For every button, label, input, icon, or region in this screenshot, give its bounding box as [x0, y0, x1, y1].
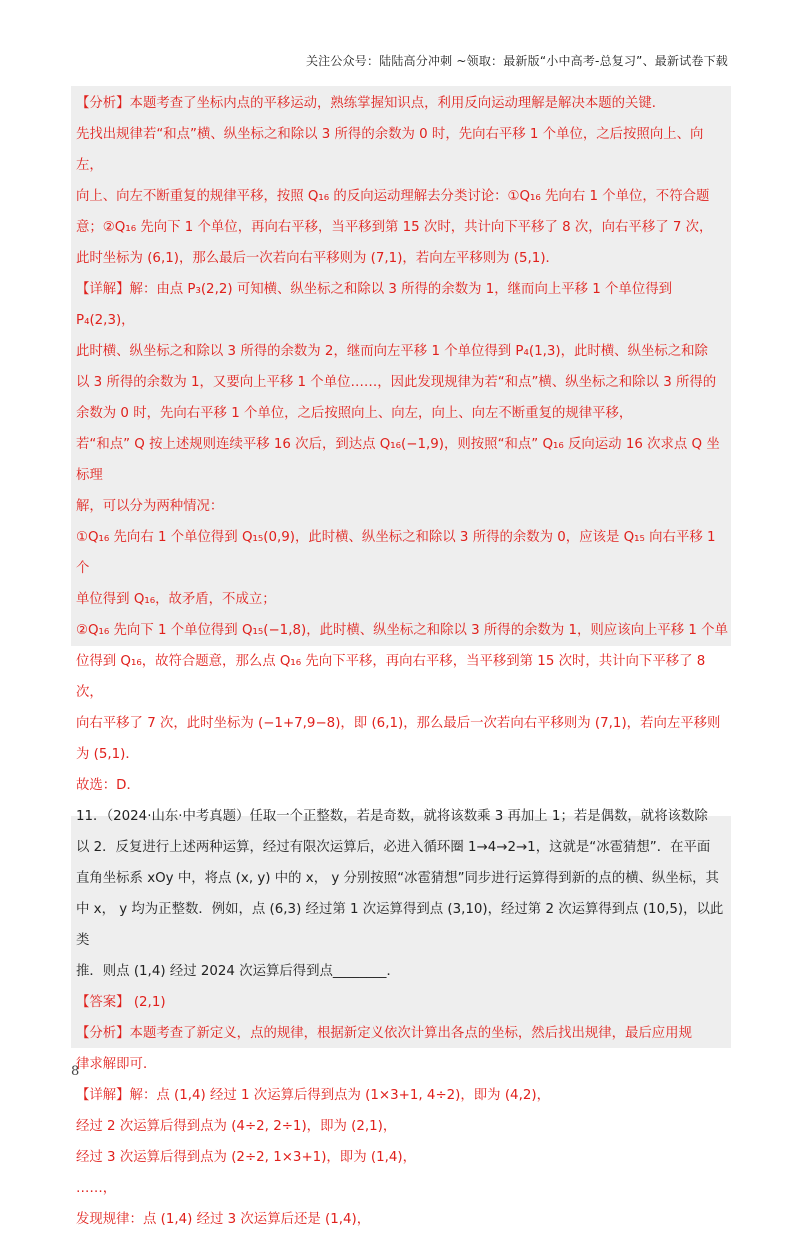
detail-line: 位得到 Q₁₆，故符合题意，那么点 Q₁₆ 先向下平移，再向右平移，当平移到第 15 次时，共计向下平移了 8 次，	[76, 654, 706, 700]
solution-11	[76, 987, 730, 1235]
detail-line: ①Q₁₆ 先向右 1 个单位得到 Q₁₅(0,9)，此时横、纵坐标之和除以 3 所得的余数为 0，应该是 Q₁₅ 向右平移 1 个	[76, 530, 716, 576]
detail-line: 解，可以分为两种情况：	[76, 499, 224, 514]
question-line: 以 2．反复进行上述两种运算，经过有限次运算后，必进入循环圈 1→4→2→1，这就是“冰雹猜想”．在平面	[76, 840, 711, 855]
detail-section	[76, 274, 730, 801]
question-line: 推．则点 (1,4) 经过 2024 次运算后得到点________．	[76, 964, 400, 979]
detail-line: 发现规律：点 (1,4) 经过 3 次运算后还是 (1,4)，	[76, 1212, 371, 1227]
detail-line: 【详解】解：由点 P₃(2,2) 可知横、纵坐标之和除以 3 所得的余数为 1，继而向上平移 1 个单位得到 P₄(2,3)，	[76, 282, 672, 328]
analysis-line: 【分析】本题考查了新定义，点的规律，根据新定义依次计算出各点的坐标，然后找出规律，最后应用规	[76, 1026, 692, 1041]
detail-line: 向右平移了 7 次，此时坐标为 (−1+7,9−8)，即 (6,1)，那么最后一次若向右平移则为 (7,1)，若向左平移则	[76, 716, 721, 731]
detail-line: ……，	[76, 1181, 117, 1196]
analysis-line: 律求解即可．	[76, 1057, 157, 1072]
detail-line: 为 (5,1)．	[76, 747, 139, 762]
page-number: 8	[71, 1064, 80, 1079]
analysis-line: 先找出规律若“和点”横、纵坐标之和除以 3 所得的余数为 0 时，先向右平移 1 个单位，之后按照向上、向左，	[76, 127, 704, 173]
question-line: 中 x， y 均为正整数．例如，点 (6,3) 经过第 1 次运算得到点 (3,10)，经过第 2 次运算得到点 (10,5)，以此类	[76, 902, 724, 948]
detail-line: 以 3 所得的余数为 1，又要向上平移 1 个单位……，因此发现规律为若“和点”横、纵坐标之和除以 3 所得的	[76, 375, 717, 390]
page-header: 关注公众号：陆陆高分冲刺 ~领取：最新版“小中高考-总复习”、最新试卷下载	[305, 54, 728, 68]
question-11	[76, 801, 730, 987]
question-line: 11．（2024·山东·中考真题）任取一个正整数，若是奇数，就将该数乘 3 再加上 1；若是偶数，就将该数除	[76, 809, 708, 824]
detail-line: 余数为 0 时，先向右平移 1 个单位，之后按照向上、向左，向上、向左不断重复的规律平移，	[76, 406, 633, 421]
detail-line: 经过 3 次运算后得到点为 (2÷2, 1×3+1)，即为 (1,4)，	[76, 1150, 416, 1165]
analysis-line: 此时坐标为 (6,1)，那么最后一次若向右平移则为 (7,1)，若向左平移则为 (5,1)．	[76, 251, 559, 266]
analysis-section	[76, 88, 730, 274]
detail-line: 【详解】解：点 (1,4) 经过 1 次运算后得到点为 (1×3+1, 4÷2)，即为 (4,2)，	[76, 1088, 550, 1103]
analysis-line: 意；②Q₁₆ 先向下 1 个单位，再向右平移，当平移到第 15 次时，共计向下平移了 8 次，向右平移了 7 次，	[76, 220, 713, 235]
detail-line: 此时横、纵坐标之和除以 3 所得的余数为 2，继而向左平移 1 个单位得到 P₄(1,3)，此时横、纵坐标之和除	[76, 344, 708, 359]
question-line: 直角坐标系 xOy 中，将点 (x, y) 中的 x， y 分别按照“冰雹猜想”同步进行运算得到新的点的横、纵坐标，其	[76, 871, 719, 886]
detail-line: 经过 2 次运算后得到点为 (4÷2, 2÷1)，即为 (2,1)，	[76, 1119, 397, 1134]
detail-line: ②Q₁₆ 先向下 1 个单位得到 Q₁₅(−1,8)，此时横、纵坐标之和除以 3 所得的余数为 1，则应该向上平移 1 个单	[76, 623, 728, 638]
detail-line: 若“和点” Q 按上述规则连续平移 16 次后，到达点 Q₁₆(−1,9)，则按照“和点” Q₁₆ 反向运动 16 次求点 Q 坐标理	[76, 437, 720, 483]
detail-line: 单位得到 Q₁₆，故矛盾，不成立；	[76, 592, 276, 607]
choice-answer: 故选：D．	[76, 778, 140, 793]
answer-line: 【答案】 (2,1)	[76, 995, 166, 1010]
analysis-line: 【分析】本题考查了坐标内点的平移运动，熟练掌握知识点，利用反向运动理解是解决本题的关键．	[76, 96, 666, 111]
analysis-line: 向上、向左不断重复的规律平移，按照 Q₁₆ 的反向运动理解去分类讨论：①Q₁₆ 先向右 1 个单位，不符合题	[76, 189, 710, 204]
document-body	[76, 88, 730, 1235]
